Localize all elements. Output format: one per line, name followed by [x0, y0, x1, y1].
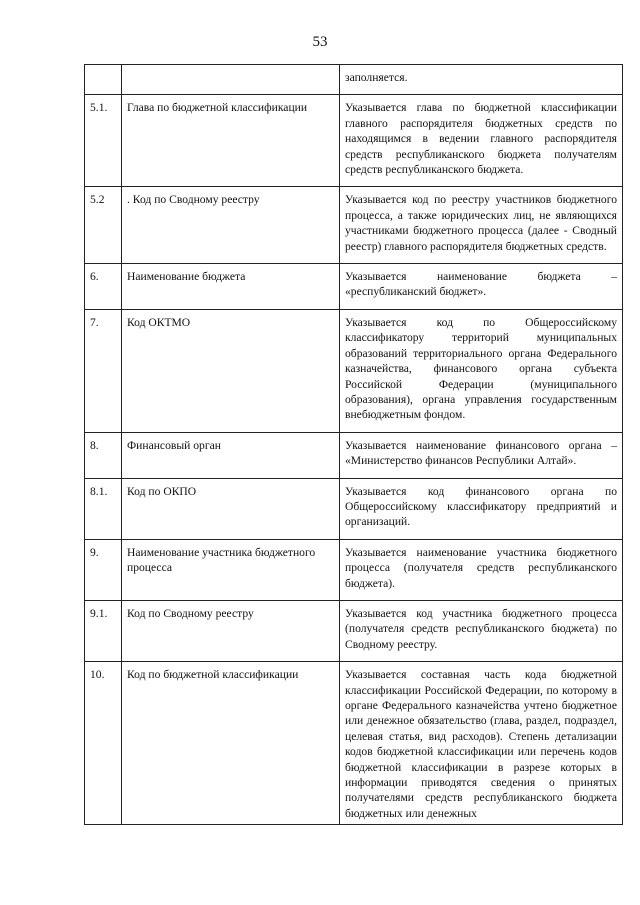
field-name — [122, 65, 340, 95]
table-row — [85, 264, 623, 310]
field-description: Указывается наименование участника бюджетного процесса (получателя средств республиканского бюджета). — [340, 539, 623, 600]
field-description: Указывается код финансового органа по Общероссийскому классификатору предприятий и организаций. — [340, 478, 623, 539]
field-description: Указывается код по Общероссийскому классификатору территорий муниципальных образований территориального органа Федерального казначейства, финансового органа субъекта Российской Федерации (муниципального образования), органа управления государственным внебюджетным фондом. — [340, 309, 623, 432]
field-description: Указывается наименование бюджета – «республиканский бюджет». — [340, 264, 623, 310]
field-name: Код по Сводному реестру — [122, 600, 340, 661]
field-name: Наименование участника бюджетного процесса — [122, 539, 340, 600]
row-number — [85, 65, 122, 95]
field-name: Код по ОКПО — [122, 478, 340, 539]
field-name: Код по бюджетной классификации — [122, 662, 340, 825]
field-description: Указывается код по реестру участников бюджетного процесса, а также юридических лиц, не являющихся участниками бюджетного процесса (далее - Сводный реестр) главного распорядителя бюджетных средств. — [340, 187, 623, 264]
row-number: 10. — [85, 662, 122, 825]
row-number: 7. — [85, 309, 122, 432]
field-name: Наименование бюджета — [122, 264, 340, 310]
page-number: 53 — [312, 34, 328, 50]
field-description: Указывается наименование финансового органа – «Министерство финансов Республики Алтай». — [340, 432, 623, 478]
row-number: 9. — [85, 539, 122, 600]
field-description: Указывается составная часть кода бюджетной классификации Российской Федерации, по которому в органе Федерального казначейства учтено бюджетное или денежное обязательство (глава, раздел, подраздел, целевая статья, вид расходов). Степень детализации кодов бюджетной классификации или перечень кодов бюджетной классификации в разрезе которых в информации приводятся сведения о принятых получателями средств республиканского бюджета бюджетных или денежных — [340, 662, 623, 825]
table-row — [85, 539, 623, 600]
table-row — [85, 662, 623, 825]
field-name: . Код по Сводному реестру — [122, 187, 340, 264]
field-description: заполняется. — [340, 65, 623, 95]
table-row — [85, 432, 623, 478]
field-name: Глава по бюджетной классификации — [122, 95, 340, 187]
document-table — [84, 64, 623, 825]
table-row — [85, 187, 623, 264]
field-description: Указывается код участника бюджетного процесса (получателя средств республиканского бюджета) по Сводному реестру. — [340, 600, 623, 661]
row-number: 8. — [85, 432, 122, 478]
row-number: 5.2 — [85, 187, 122, 264]
row-number: 9.1. — [85, 600, 122, 661]
table-row — [85, 600, 623, 661]
row-number: 8.1. — [85, 478, 122, 539]
table-row — [85, 309, 623, 432]
field-description: Указывается глава по бюджетной классификации главного распорядителя бюджетных средств по находящимся в ведении главного распорядителя средств республиканского бюджета получателям средств республиканского бюджета. — [340, 95, 623, 187]
table-row — [85, 65, 623, 95]
row-number: 5.1. — [85, 95, 122, 187]
field-name: Код ОКТМО — [122, 309, 340, 432]
field-name: Финансовый орган — [122, 432, 340, 478]
table-row — [85, 95, 623, 187]
row-number: 6. — [85, 264, 122, 310]
table-row — [85, 478, 623, 539]
